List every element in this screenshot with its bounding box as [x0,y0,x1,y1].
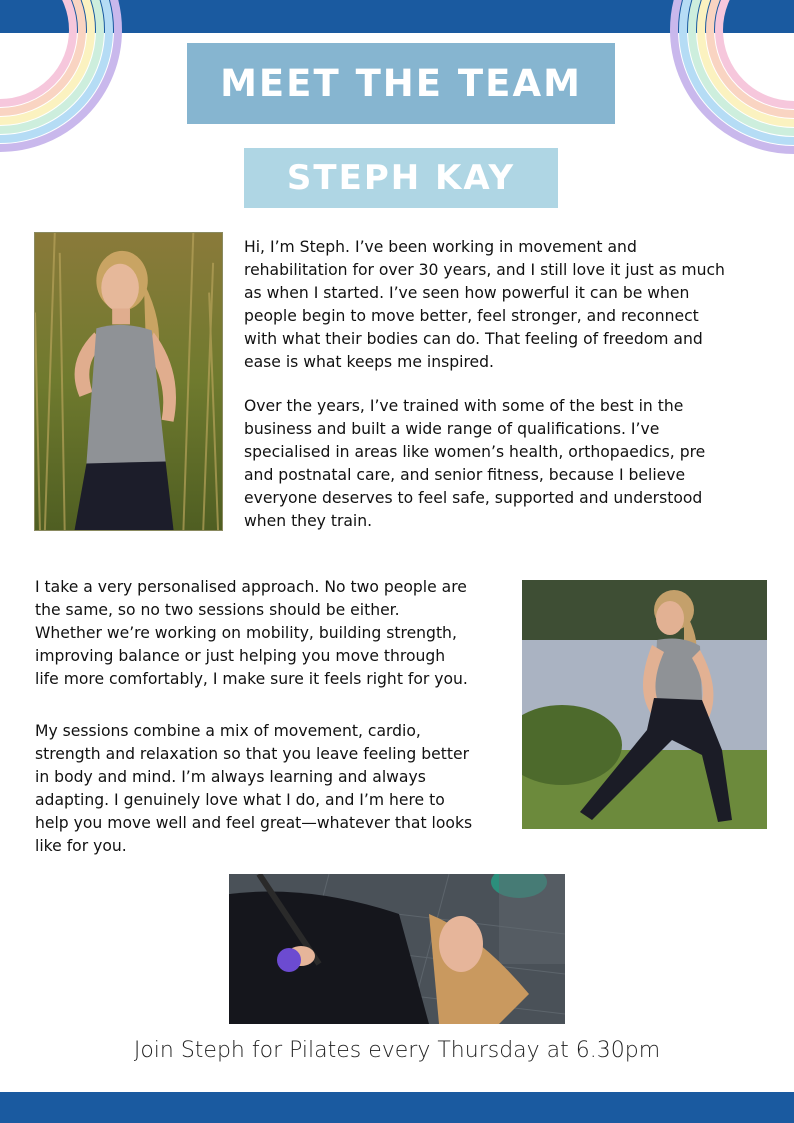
text-line: when they train. [244,512,373,530]
text-line: adapting. I genuinely love what I do, and I’m here to [35,791,445,809]
text-line: My sessions combine a mix of movement, cardio, [35,722,421,740]
class-announcement: Join Steph for Pilates every Thursday at 6.30pm [133,1038,661,1063]
text-line: improving balance or just helping you move through [35,647,446,665]
text-line: I take a very personalised approach. No two people are [35,578,467,596]
photo-steph-pilates [229,874,565,1024]
text-line: life more comfortably, I make sure it feels right for you. [35,670,468,688]
text-line: specialised in areas like women’s health, orthopaedics, pre [244,443,706,461]
text-line: Over the years, I’ve trained with some of the best in the [244,397,684,415]
text-line: like for you. [35,837,127,855]
person-name: STEPH KAY [286,158,516,198]
page-title-banner [187,43,615,124]
text-line: Hi, I’m Steph. I’ve been working in movement and [244,238,637,256]
text-line: Whether we’re working on mobility, building strength, [35,624,457,642]
text-line: rehabilitation for over 30 years, and I still love it just as much [244,261,725,279]
text-line: and postnatal care, and senior fitness, because I believe [244,466,686,484]
text-line: in body and mind. I’m always learning and always [35,768,426,786]
text-line: as when I started. I’ve seen how powerful it can be when [244,284,690,302]
text-line: strength and relaxation so that you leave feeling better [35,745,470,763]
text-line: people begin to move better, feel stronger, and reconnect [244,307,699,325]
rainbow-right-decoration [666,0,794,160]
bottom-bar [0,1092,794,1123]
bio-paragraph-2 [244,395,764,533]
photo-steph-outdoors [34,232,223,531]
photo-steph-stretching [522,580,767,829]
text-line: with what their bodies can do. That feeling of freedom and [244,330,703,348]
name-banner [244,148,558,208]
text-line: help you move well and feel great—whatever that looks [35,814,473,832]
rainbow-left-decoration [0,0,125,160]
text-line: the same, so no two sessions should be either. [35,601,400,619]
text-line: ease is what keeps me inspired. [244,353,494,371]
bio-paragraph-4 [35,720,515,858]
page-title: MEET THE TEAM [220,62,582,105]
bio-paragraph-3 [35,576,515,691]
bio-paragraph-1 [244,236,764,374]
text-line: business and built a wide range of qualifications. I’ve [244,420,660,438]
text-line: everyone deserves to feel safe, supported and understood [244,489,703,507]
